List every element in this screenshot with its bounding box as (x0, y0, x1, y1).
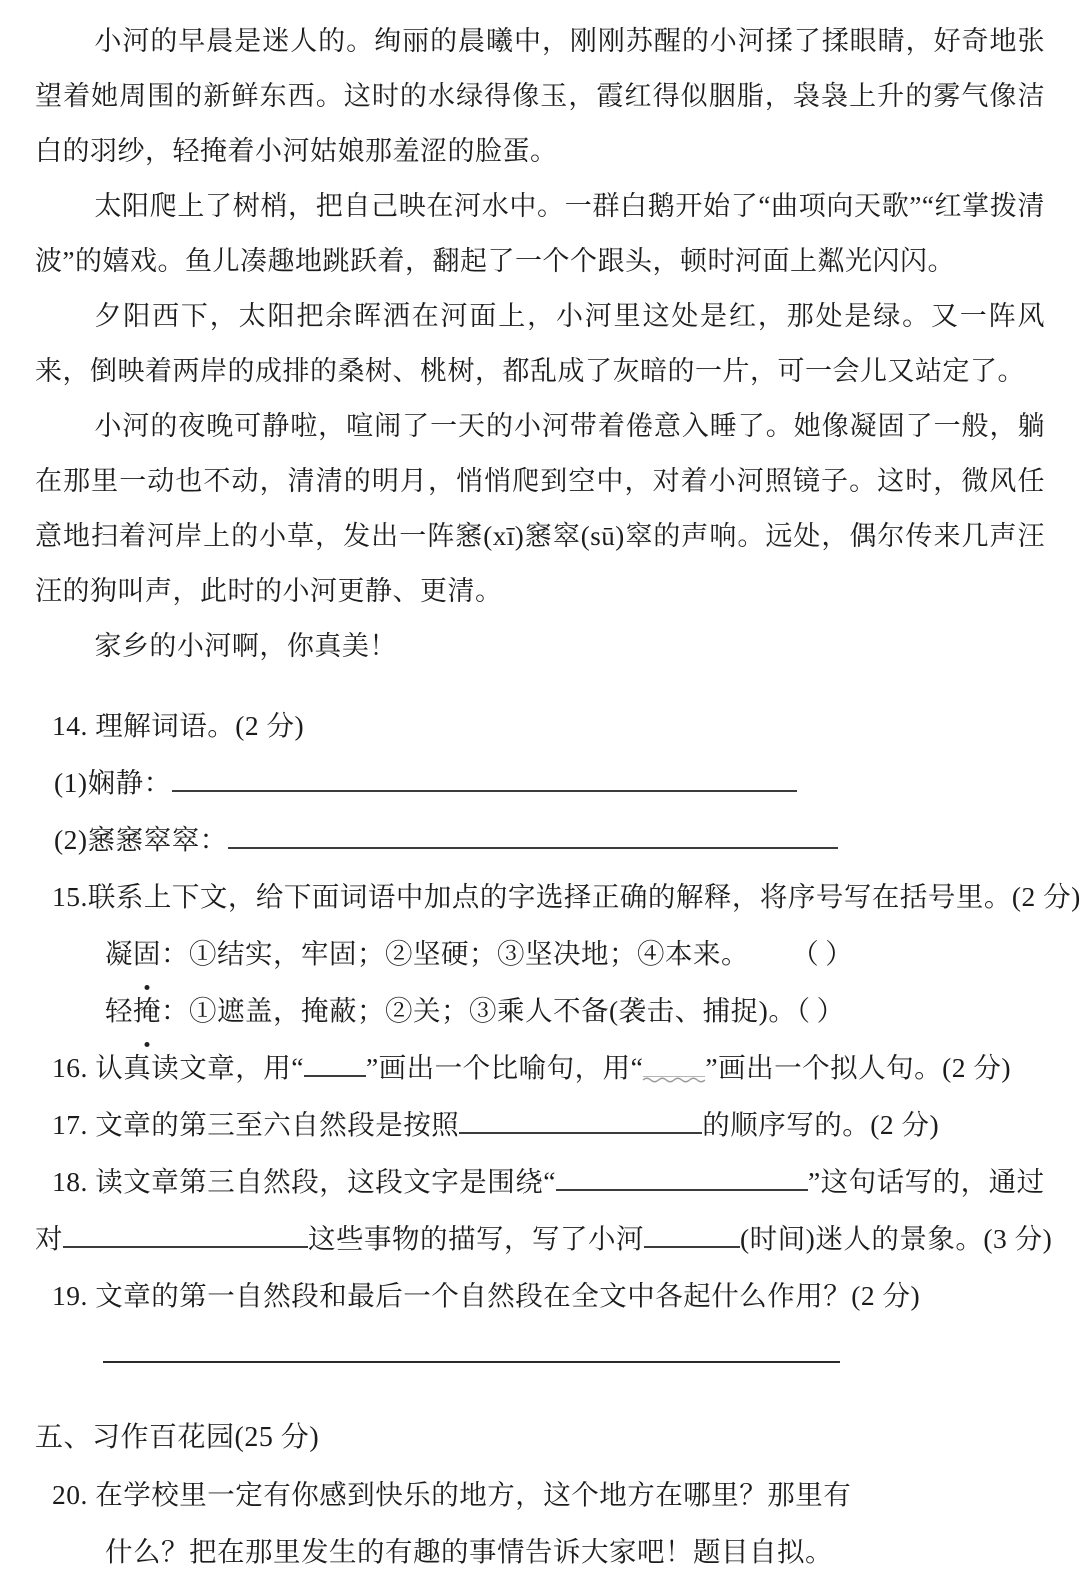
q15-text: 联系上下文，给下面词语中加点的字选择正确的解释，将序号写在括号里。(2 分) (87, 881, 1081, 912)
wavy-line-icon (643, 1076, 705, 1084)
q20-line2-text: 什么？把在那里发生的有趣的事情告诉大家吧！题目自拟。 (105, 1536, 833, 1567)
question-section (35, 697, 1081, 1580)
passage-paragraph-3: 夕阳西下，太阳把余晖洒在河面上，小河里这处是红，那处是绿。又一阵风来，倒映着两岸的成排的桑树、桃树，都乱成了灰暗的一片，可一会儿又站定了。 (35, 301, 1045, 386)
q15-number: 15. (52, 881, 88, 912)
q15-item1-bracket-close: ） (825, 938, 854, 969)
question-19 (52, 1267, 1045, 1324)
question-20 (35, 1466, 1045, 1580)
q17-seg1: 文章的第三至六自然段是按照 (95, 1109, 460, 1140)
q15-item2-bracket-close: ） (816, 995, 845, 1026)
passage-paragraph-1: 小河的早晨是迷人的。绚丽的晨曦中，刚刚苏醒的小河揉了揉眼睛，好奇地张望着她周围的新鲜东西。这时的水绿得像玉，霞红得似胭脂，袅袅上升的雾气像洁白的羽纱，轻掩着小河姑娘那羞涩的脸蛋。 (35, 26, 1045, 166)
question-14-item-2 (54, 811, 1045, 868)
q16-seg2: ”画出一个比喻句，用“ (365, 1052, 644, 1083)
q17-number: 17. (52, 1109, 96, 1140)
answer-blank (644, 1220, 740, 1248)
q19-text: 文章的第一自然段和最后一个自然段在全文中各起什么作用？(2 分) (95, 1280, 921, 1311)
q15-item1-options: ①结实，牢固；②坚硬；③坚决地；④本来。 (189, 938, 749, 969)
q15-item2-bracket-open: （ (796, 995, 811, 1026)
question-18-line-2 (35, 1210, 1053, 1267)
question-15-item-1 (105, 925, 1045, 982)
question-15-title (52, 868, 1081, 925)
q18-number: 18. (52, 1166, 96, 1197)
section-5-text: 五、习作百花园(25 分) (35, 1422, 320, 1453)
q20-line1-text: 在学校里一定有你感到快乐的地方，这个地方在哪里？那里有 (95, 1479, 852, 1510)
q18-line1-seg1: 读文章第三自然段，这段文字是围绕“ (95, 1166, 556, 1197)
question-17 (52, 1096, 1045, 1153)
answer-blank (228, 821, 838, 849)
question-14-text: 14. 理解词语。(2 分) (52, 710, 305, 741)
question-16 (52, 1039, 1045, 1096)
q18-line2-seg3: (时间)迷人的景象。(3 分) (740, 1223, 1053, 1254)
passage-paragraph-2: 太阳爬上了树梢，把自己映在河水中。一群白鹅开始了“曲项向天歌”“红掌拨清波”的嬉戏。鱼儿凑趣地跳跃着，翻起了一个个跟头，顿时河面上粼光闪闪。 (35, 191, 1045, 276)
answer-blank (63, 1220, 308, 1248)
question-15-item-2 (105, 982, 1045, 1039)
q15-item2-word: 轻 (105, 995, 133, 1026)
answer-blank (459, 1106, 702, 1134)
question-14-title (52, 697, 1045, 754)
q18-line2-seg1: 对 (35, 1223, 63, 1254)
q15-item1-colon: ： (161, 938, 189, 969)
question-14-item-1 (54, 754, 1045, 811)
q18-line1-seg2: ”这句话写的，通过 (807, 1166, 1045, 1197)
q15-item2-dotted-char: 掩 (133, 982, 161, 1039)
q15-item1-bracket-open: （ (805, 938, 820, 969)
answer-blank (556, 1163, 808, 1191)
q14-item1-label: (1)娴静： (54, 767, 172, 798)
q17-seg2: 的顺序写的。(2 分) (702, 1109, 940, 1140)
wavy-line-blank (643, 1049, 705, 1077)
answer-blank (172, 764, 797, 792)
q16-seg3: ”画出一个拟人句。(2 分) (705, 1052, 1012, 1083)
question-20-line-1 (52, 1466, 1045, 1523)
q15-item1-dotted-char: 固 (133, 925, 161, 982)
passage-paragraph-4: 小河的夜晚可静啦，喧闹了一天的小河带着倦意入睡了。她像凝固了一般，躺在那里一动也不动，清清的明月，悄悄爬到空中，对着小河照镜子。这时，微风任意地扫着河岸上的小草，发出一阵窸(xī)窸窣(sū)窣的声响。远处，偶尔传来几声汪汪的狗叫声，此时的小河更静、更清。 (35, 411, 1045, 606)
answer-line (103, 1361, 840, 1363)
q18-line2-seg2: 这些事物的描写，写了小河 (308, 1223, 644, 1254)
section-5-title (35, 1409, 1045, 1466)
q15-item2-colon: ： (161, 995, 189, 1026)
q20-number: 20. (52, 1479, 96, 1510)
question-20-line-2 (105, 1523, 1045, 1580)
passage-paragraph-5: 家乡的小河啊，你真美！ (94, 631, 397, 661)
q15-item2-options: ①遮盖，掩蔽；②关；③乘人不备(袭击、捕捉)。 (189, 995, 797, 1026)
question-18-line-1 (52, 1153, 1045, 1210)
reading-passage (35, 14, 1045, 674)
q14-item2-label: (2)窸窸窣窣： (54, 824, 228, 855)
q16-seg1: 认真读文章，用“ (95, 1052, 304, 1083)
q16-number: 16. (52, 1052, 96, 1083)
q19-number: 19. (52, 1280, 96, 1311)
straight-line-blank (304, 1049, 366, 1077)
q15-item1-word: 凝 (105, 938, 133, 969)
